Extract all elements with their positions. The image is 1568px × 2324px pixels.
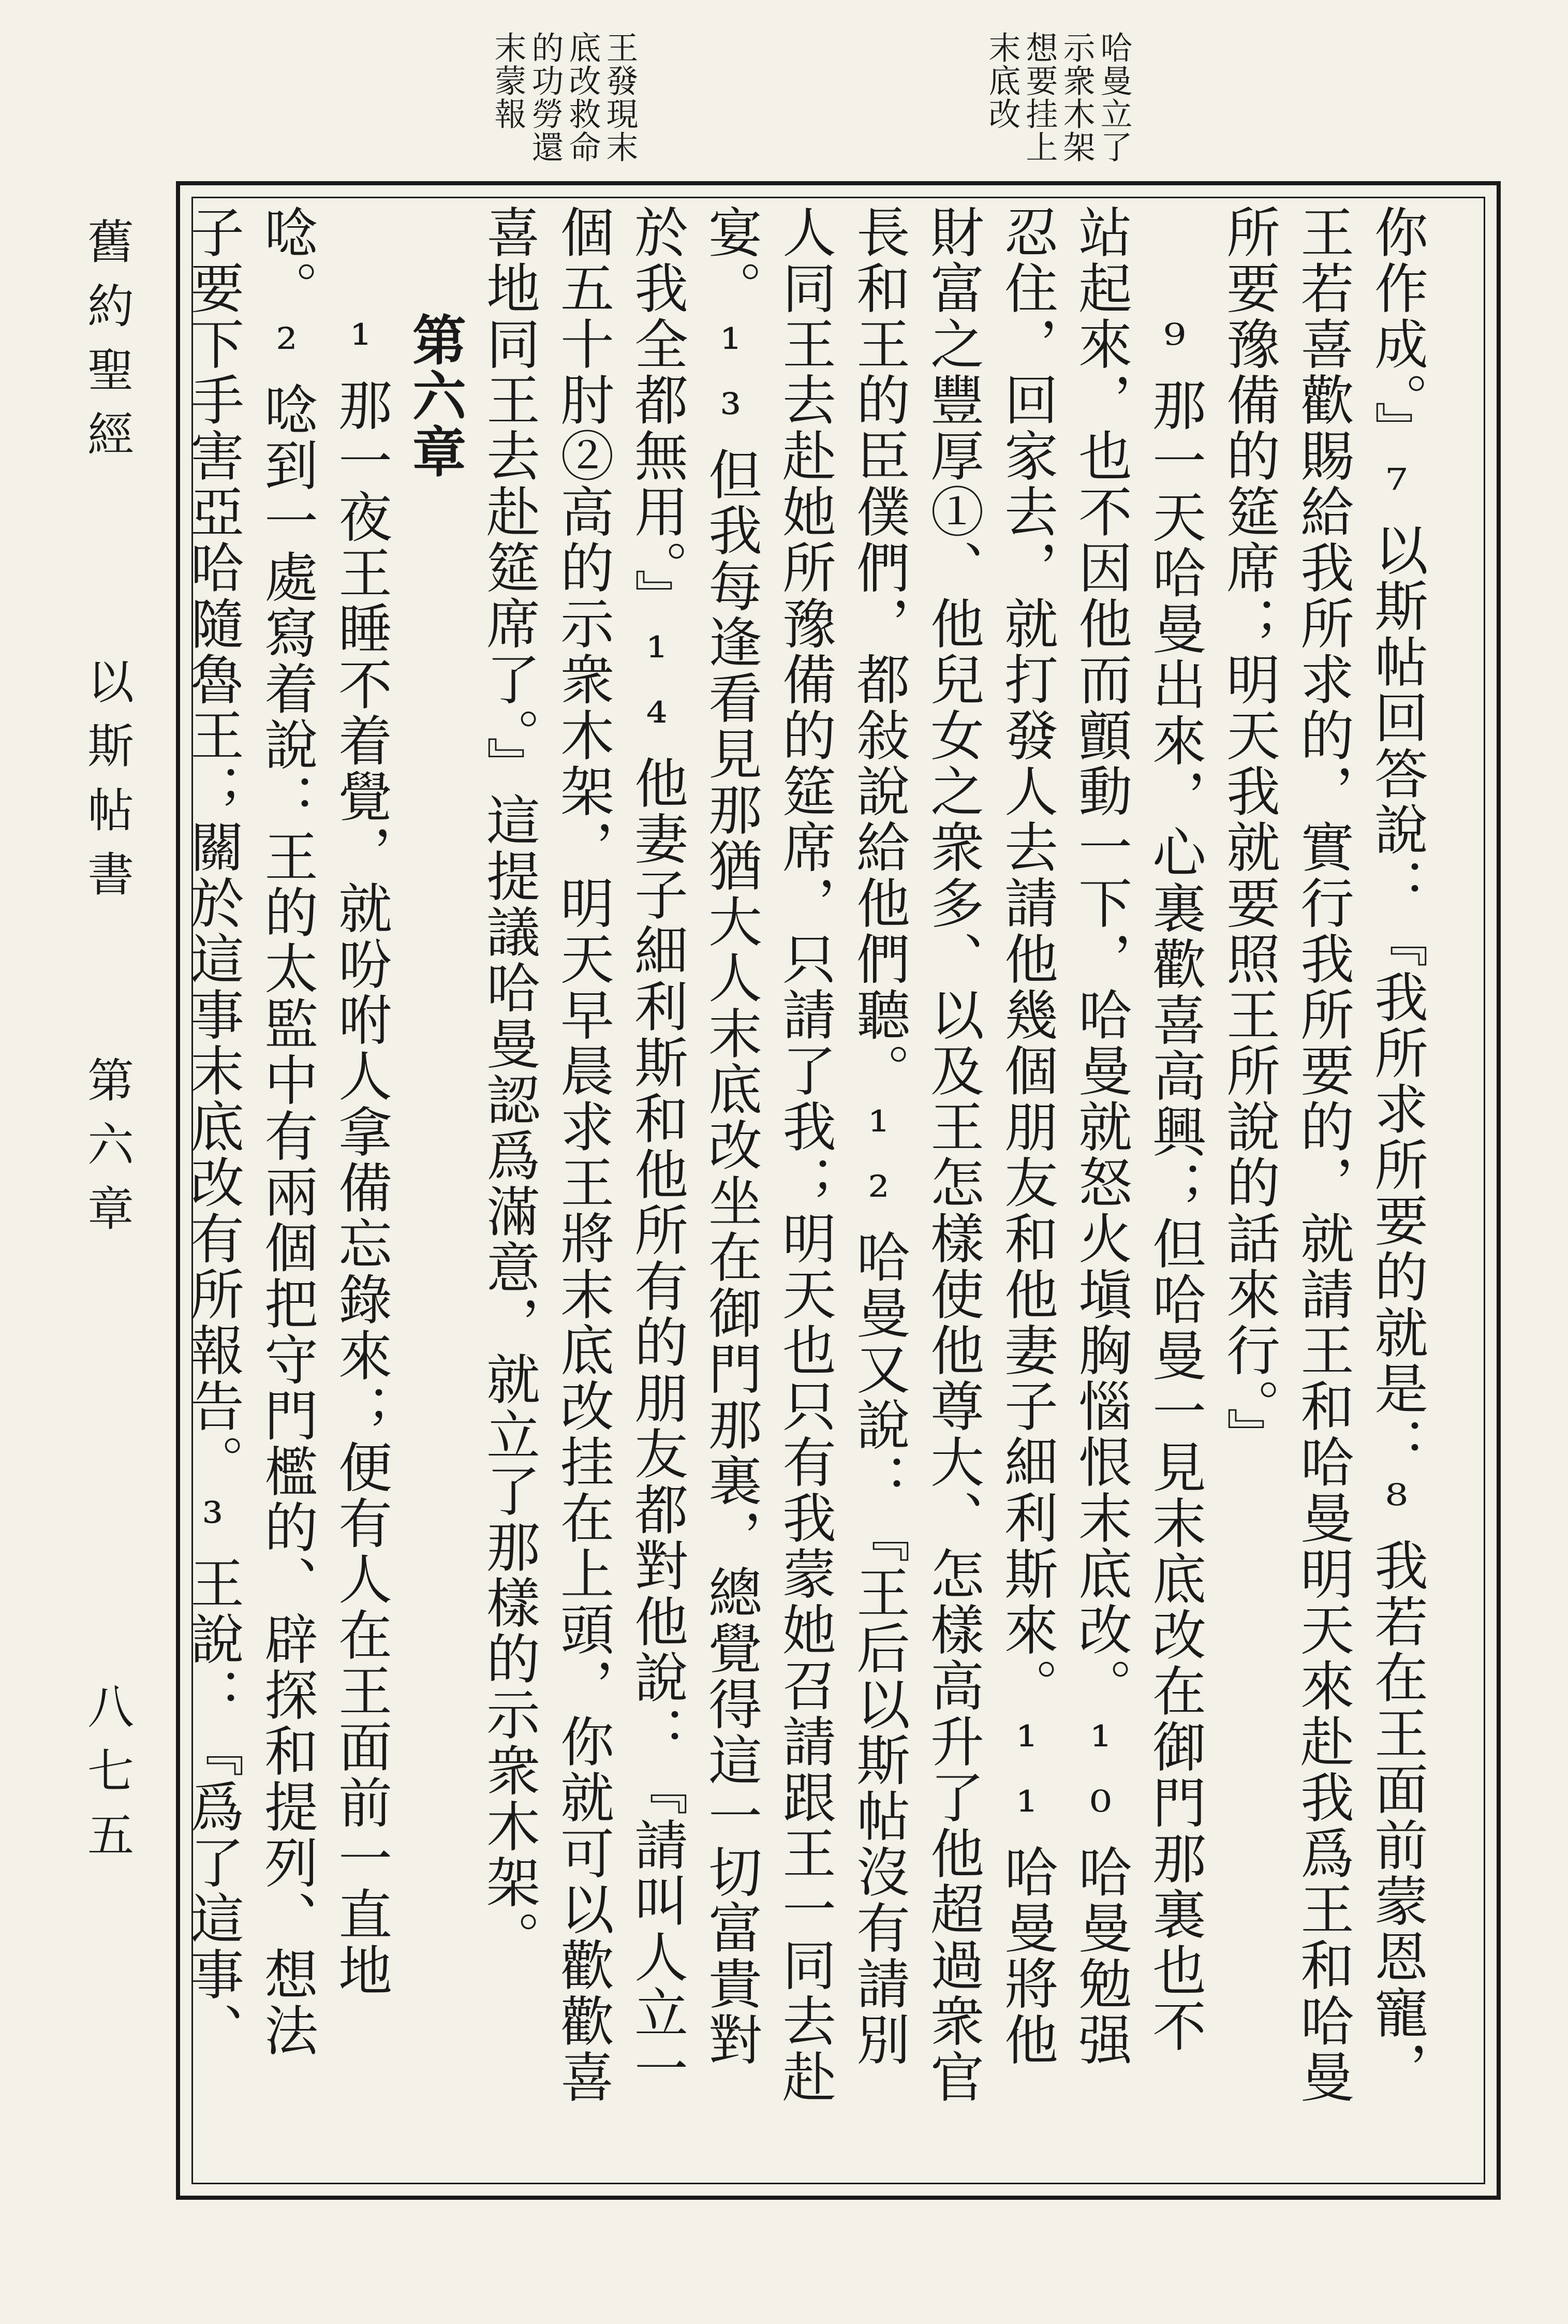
verse-paragraph: ¹那一夜王睡不着覺，就吩咐人拿備忘錄來；便有人在王面前一直地唸。²唸到一處寫着說：王的太監中有兩個把守門檻的、辟探和提列、想法子要下手害亞哈隨魯王；關於這事末底改有所報告。³王說：『爲了這事、 xyxy=(181,204,392,2058)
headnote-line: 末底改 xyxy=(983,31,1021,130)
page-number: 八七五 xyxy=(79,1682,134,1875)
running-chapter: 第六章 xyxy=(79,1056,134,1248)
headnote-king-discovers xyxy=(489,31,639,164)
verse-paragraph: ⁹那一天哈曼出來，心裏歡喜高興；但哈曼一見末底改在御門那裏也不站起來，也不因他而顫動一下，哈曼就怒火塡胸惱恨末底改。¹⁰哈曼勉强忍住，回家去，就打發人去請他幾個朋友和他妻子細利斯來。¹¹哈曼將他財富之豐厚①、他兒女之衆多、以及王怎樣使他尊大、怎樣高升了他超過衆官長和王的臣僕們，都敍說給他們聽。¹²哈曼又說：『王后以斯帖沒有請別人同王去赴她所豫備的筵席，只請了我；明天也只有我蒙她召請跟王一同去赴宴。¹³但我每逢看見那猶大人末底改坐在御門那裏，總覺得這一切富貴對於我全都無用。』¹⁴他妻子細利斯和他所有的朋友都對他說：『請叫人立一個五十肘②高的示衆木架，明天早晨求王將末底改挂在上頭，你就可以歡歡喜喜地同王去赴筵席了。』這提議哈曼認爲滿意，就立了那樣的示衆木架。 xyxy=(477,204,1206,2105)
chapter-heading: 第六章 xyxy=(403,312,466,480)
running-book-name: 以斯帖書 xyxy=(79,657,134,914)
headnote-line: 的功勞還 xyxy=(526,31,564,164)
verse-paragraph: 你作成。』⁷以斯帖回答說：『我所求所要的就是：⁸我若在王面前蒙恩寵，王若喜歡賜給我所求的，實行我所要的，就請王和哈曼明天來赴我爲王和哈曼所要豫備的筵席；明天我就要照王所說的話來行。』 xyxy=(1217,204,1428,2105)
headnote-line: 哈曼立了 xyxy=(1095,31,1133,164)
headnote-line: 末蒙報 xyxy=(489,31,527,130)
running-book-title: 舊約聖經 xyxy=(79,217,134,474)
scripture-body xyxy=(181,204,1433,2109)
headnote-haman-gallows xyxy=(983,31,1133,164)
headnote-line: 示衆木架 xyxy=(1058,31,1096,164)
headnote-line: 想要挂上 xyxy=(1020,31,1058,164)
headnote-line: 底改救命 xyxy=(564,31,601,164)
headnote-line: 王發現末 xyxy=(601,31,639,164)
